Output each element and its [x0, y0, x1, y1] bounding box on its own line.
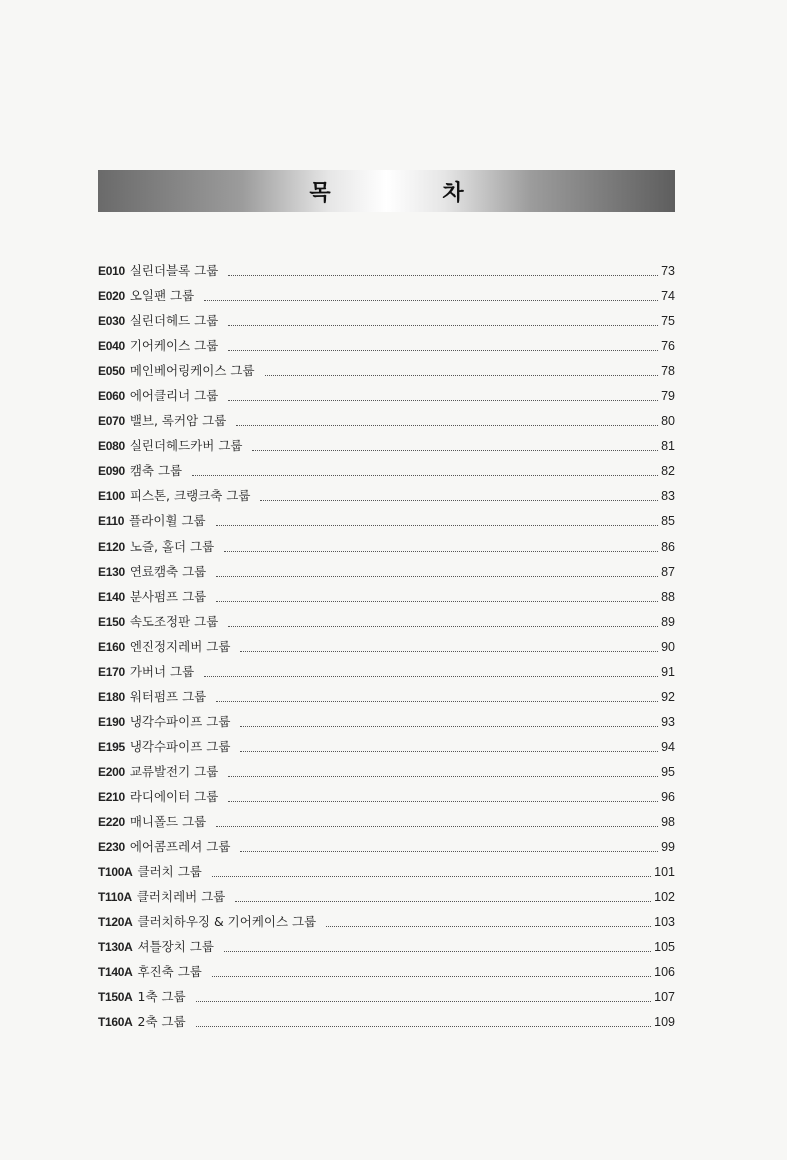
toc-entry-page-number: 102 [654, 890, 675, 905]
toc-entry [98, 884, 675, 909]
dot-leader [228, 793, 658, 802]
toc-entry [98, 659, 675, 684]
dot-leader [228, 267, 658, 276]
toc-entry-code: E130 [98, 564, 125, 579]
toc-entry-label: 클러치하우징 & 기어케이스 그룹 [137, 914, 317, 930]
toc-entry-page-number: 83 [661, 489, 675, 504]
toc-entry-label: 에어콤프레셔 그룹 [129, 839, 231, 855]
toc-entry-code: T150A [98, 990, 133, 1005]
toc-entry-label: 캠축 그룹 [129, 463, 183, 479]
toc-entry-label: 클러치 그룹 [137, 864, 202, 880]
toc-entry-code: E230 [98, 840, 125, 855]
dot-leader [216, 818, 658, 827]
toc-entry-code: E110 [98, 514, 125, 529]
toc-entry-code: E170 [98, 664, 125, 679]
dot-leader [224, 543, 658, 552]
toc-entry-code: E160 [98, 639, 125, 654]
toc-entry-page-number: 96 [661, 789, 675, 804]
toc-entry [98, 734, 675, 759]
dot-leader [228, 317, 658, 326]
dot-leader [196, 993, 651, 1002]
dot-leader [212, 968, 651, 977]
toc-entry-code: E070 [98, 414, 125, 429]
toc-entry [98, 784, 675, 809]
dot-leader [265, 367, 659, 376]
toc-entry-label: 2축 그룹 [137, 1014, 186, 1030]
toc-entry [98, 759, 675, 784]
toc-entry-code: E030 [98, 314, 125, 329]
toc-entry [98, 458, 675, 483]
dot-leader [235, 893, 651, 902]
toc-entry-code: E195 [98, 739, 125, 754]
toc-entry-code: E210 [98, 789, 125, 804]
toc-entry-page-number: 80 [661, 414, 675, 429]
toc-entry-page-number: 76 [661, 339, 675, 354]
toc-entry-label: 냉각수파이프 그룹 [129, 738, 231, 754]
toc-entry-label: 오일팬 그룹 [129, 288, 195, 304]
toc-entry-label: 분사펌프 그룹 [129, 588, 207, 604]
toc-entry-page-number: 86 [661, 539, 675, 554]
toc-entry-label: 가버너 그룹 [129, 663, 195, 679]
dot-leader [228, 768, 658, 777]
toc-entry-label: 밸브, 록커암 그룹 [129, 413, 227, 429]
toc-entry-code: E220 [98, 815, 125, 830]
toc-entry-code: T120A [98, 915, 133, 930]
toc-entry [98, 859, 675, 884]
toc-entry-page-number: 90 [661, 639, 675, 654]
dot-leader [228, 618, 658, 627]
toc-entry-page-number: 74 [661, 289, 675, 304]
toc-entry-label: 클러치레버 그룹 [136, 889, 226, 905]
toc-entry [98, 584, 675, 609]
toc-entry-code: E190 [98, 714, 125, 729]
dot-leader [228, 342, 658, 351]
dot-leader [326, 918, 651, 927]
toc-entry [98, 809, 675, 834]
toc-entry-code: E010 [98, 264, 125, 278]
dot-leader [260, 492, 658, 501]
toc-entry [98, 709, 675, 734]
dot-leader [192, 467, 658, 476]
toc-entry-page-number: 95 [661, 764, 675, 779]
toc-entry-code: T130A [98, 940, 133, 955]
toc-entry-code: E200 [98, 764, 125, 779]
toc-entry-page-number: 101 [654, 865, 675, 880]
toc-entry-label: 워터펌프 그룹 [129, 688, 207, 704]
dot-leader [196, 1018, 651, 1027]
toc-entry-code: E150 [98, 614, 125, 629]
toc-entry [98, 534, 675, 559]
toc-entry-code: E140 [98, 589, 125, 604]
dot-leader [216, 568, 658, 577]
dot-leader [252, 442, 658, 451]
toc-entry-code: E120 [98, 539, 125, 554]
toc-entry-code: T100A [98, 865, 133, 880]
toc-list [98, 258, 675, 1034]
toc-entry-code: T110A [98, 890, 132, 905]
toc-entry-label: 메인베어링케이스 그룹 [129, 363, 255, 379]
toc-entry-code: T140A [98, 965, 133, 980]
dot-leader [224, 943, 651, 952]
toc-entry-page-number: 75 [661, 314, 675, 329]
toc-entry [98, 634, 675, 659]
toc-entry [98, 1009, 675, 1034]
toc-entry-page-number: 73 [661, 264, 675, 278]
dot-leader [216, 593, 658, 602]
toc-entry-page-number: 106 [654, 965, 675, 980]
toc-entry-page-number: 99 [661, 840, 675, 855]
dot-leader [228, 392, 658, 401]
toc-entry-label: 라디에이터 그룹 [129, 788, 219, 804]
toc-entry-label: 냉각수파이프 그룹 [129, 713, 231, 729]
toc-entry-code: E090 [98, 464, 125, 479]
toc-entry [98, 333, 675, 358]
toc-entry [98, 433, 675, 458]
toc-entry-label: 기어케이스 그룹 [129, 338, 219, 354]
toc-entry [98, 609, 675, 634]
toc-entry-code: E050 [98, 364, 125, 379]
toc-entry-page-number: 89 [661, 614, 675, 629]
toc-entry-page-number: 93 [661, 714, 675, 729]
toc-entry-code: T160A [98, 1015, 133, 1030]
toc-entry-label: 플라이휠 그룹 [129, 513, 206, 529]
dot-leader [216, 693, 658, 702]
toc-entry-page-number: 79 [661, 389, 675, 404]
toc-entry-page-number: 94 [661, 739, 675, 754]
toc-entry-label: 실린더헤드카버 그룹 [129, 438, 243, 454]
toc-entry-label: 에어클리너 그룹 [129, 388, 219, 404]
dot-leader [216, 517, 658, 526]
toc-entry [98, 834, 675, 859]
toc-entry-page-number: 87 [661, 564, 675, 579]
toc-entry-code: E020 [98, 289, 125, 304]
toc-entry-code: E180 [98, 689, 125, 704]
toc-entry [98, 684, 675, 709]
toc-entry [98, 984, 675, 1009]
toc-entry [98, 408, 675, 433]
toc-entry [98, 934, 675, 959]
toc-entry-label: 노즐, 홀더 그룹 [129, 538, 215, 554]
toc-entry-code: E060 [98, 389, 125, 404]
dot-leader [204, 292, 658, 301]
toc-entry-code: E100 [98, 489, 125, 504]
toc-entry-label: 엔진정지레버 그룹 [129, 638, 231, 654]
toc-entry-page-number: 78 [661, 364, 675, 379]
toc-entry-page-number: 91 [661, 664, 675, 679]
toc-entry [98, 308, 675, 333]
toc-entry-code: E080 [98, 439, 125, 454]
toc-entry-label: 후진축 그룹 [137, 964, 202, 980]
toc-entry [98, 959, 675, 984]
toc-entry-label: 실린더블록 그룹 [129, 263, 219, 278]
dot-leader [204, 668, 658, 677]
toc-entry-label: 실린더헤드 그룹 [129, 313, 219, 329]
toc-entry-page-number: 85 [661, 514, 675, 529]
toc-entry-label: 속도조정판 그룹 [129, 613, 219, 629]
dot-leader [236, 417, 658, 426]
page-title: 목 차 [309, 180, 516, 206]
toc-entry-label: 셔틀장치 그룹 [137, 939, 214, 955]
toc-entry [98, 508, 675, 533]
toc-entry-code: E040 [98, 339, 125, 354]
toc-entry-label: 교류발전기 그룹 [129, 763, 219, 779]
toc-entry [98, 258, 675, 283]
toc-entry-page-number: 81 [661, 439, 675, 454]
dot-leader [240, 643, 658, 652]
dot-leader [212, 868, 651, 877]
toc-entry-label: 피스톤, 크랭크축 그룹 [129, 488, 251, 504]
toc-entry-label: 매니폴드 그룹 [129, 814, 207, 830]
toc-entry-page-number: 92 [661, 689, 675, 704]
toc-entry-label: 1축 그룹 [137, 989, 186, 1005]
toc-entry-label: 연료캠축 그룹 [129, 563, 207, 579]
toc-entry-page-number: 88 [661, 589, 675, 604]
toc-entry-page-number: 107 [654, 990, 675, 1005]
toc-entry-page-number: 103 [654, 915, 675, 930]
dot-leader [240, 843, 658, 852]
toc-entry [98, 483, 675, 508]
toc-entry [98, 383, 675, 408]
toc-entry-page-number: 98 [661, 815, 675, 830]
toc-entry [98, 559, 675, 584]
toc-entry [98, 283, 675, 308]
dot-leader [240, 718, 658, 727]
toc-entry [98, 909, 675, 934]
toc-entry-page-number: 82 [661, 464, 675, 479]
dot-leader [240, 743, 658, 752]
toc-entry [98, 358, 675, 383]
toc-entry-page-number: 109 [654, 1015, 675, 1030]
toc-entry-page-number: 105 [654, 940, 675, 955]
